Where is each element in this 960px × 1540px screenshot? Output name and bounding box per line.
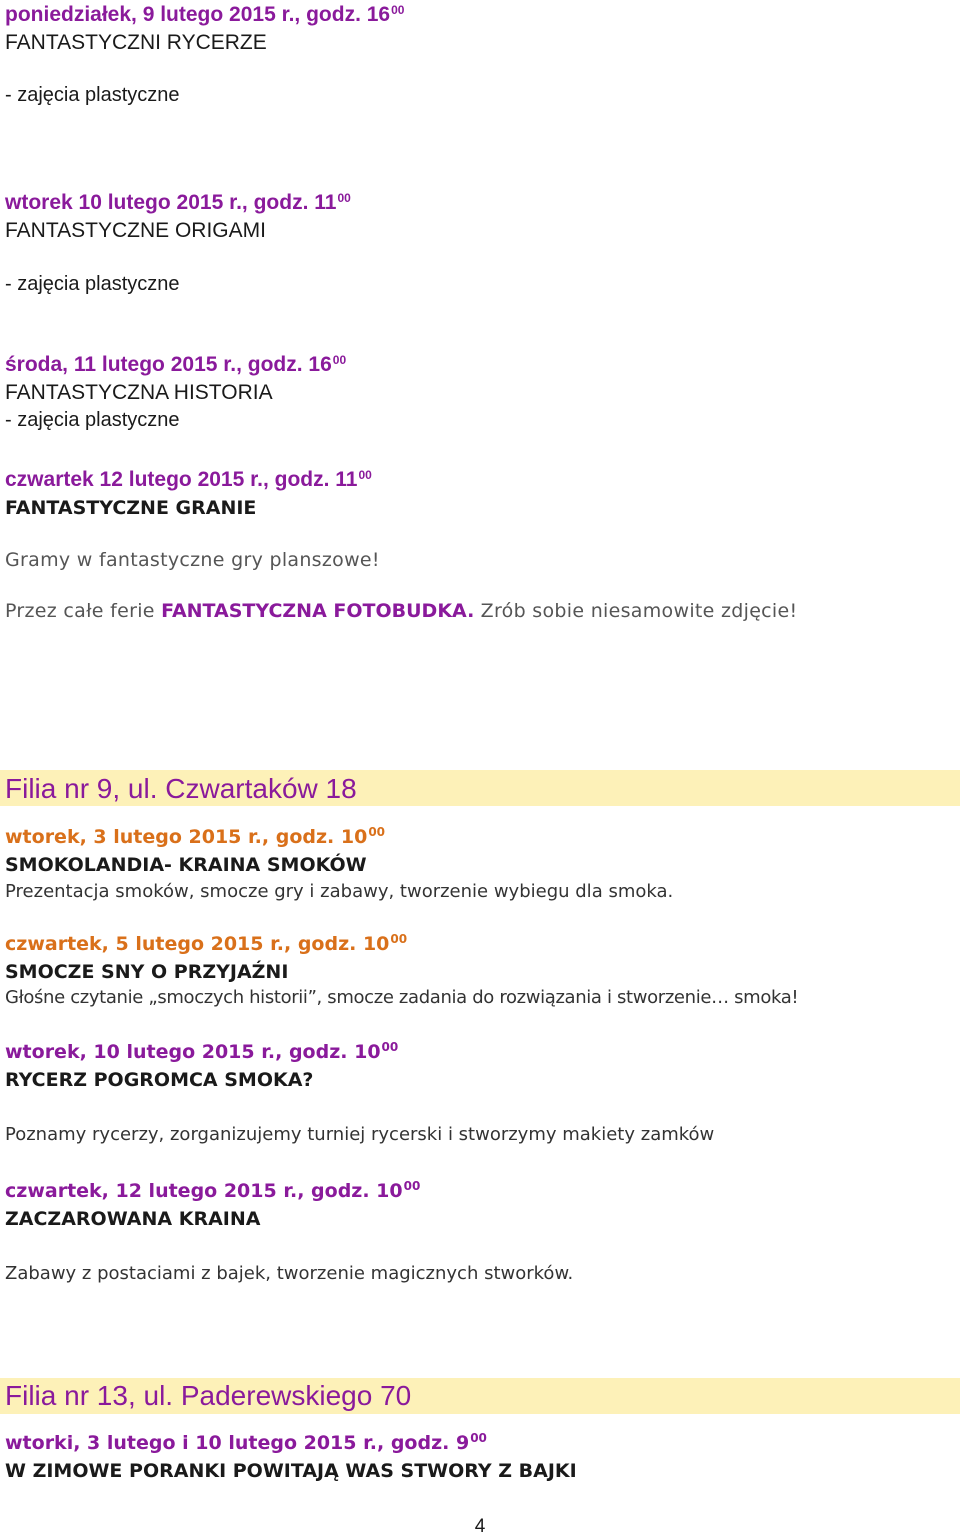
event-description: - zajęcia plastyczne bbox=[5, 84, 180, 106]
event-title: SMOCZE SNY O PRZYJAŹNI bbox=[5, 961, 289, 983]
branch-heading: Filia nr 9, ul. Czwartaków 18 bbox=[5, 773, 357, 804]
event-date: czwartek, 12 lutego 2015 r., godz. $10^{00}$ bbox=[5, 1179, 421, 1202]
event-description: Prezentacja smoków, smocze gry i zabawy, tworzenie wybiegu dla smoka. bbox=[5, 881, 674, 902]
event-description: - zajęcia plastyczne bbox=[5, 409, 180, 431]
event-date: wtorek, 3 lutego 2015 r., godz. $10^{00}$ bbox=[5, 825, 386, 848]
event-description: Poznamy rycerzy, zorganizujemy turniej rycerski i stworzymy makiety zamków bbox=[5, 1124, 715, 1145]
event-date: czwartek 12 lutego 2015 r., godz. $11^{00}$ bbox=[5, 468, 372, 491]
event-title: W ZIMOWE PORANKI POWITAJĄ WAS STWORY Z BAJKI bbox=[5, 1460, 577, 1482]
event-description: - zajęcia plastyczne bbox=[5, 273, 180, 295]
event-title: FANTASTYCZNA HISTORIA bbox=[5, 381, 273, 404]
page-number: 4 bbox=[474, 1516, 486, 1537]
event-title: SMOKOLANDIA- KRAINA SMOKÓW bbox=[5, 854, 367, 876]
event-date: środa, 11 lutego 2015 r., godz. $16^{00}$ bbox=[5, 353, 347, 376]
event-date: czwartek, 5 lutego 2015 r., godz. $10^{00}$ bbox=[5, 932, 408, 955]
fotobudka-note: Przez całe ferie FANTASTYCZNA FOTOBUDKA. Zrób sobie niesamowite zdjęcie! bbox=[5, 600, 798, 622]
event-title: FANTASTYCZNE GRANIE bbox=[5, 497, 257, 519]
event-description: Głośne czytanie „smoczych historii”, smocze zadania do rozwiązania i stworzenie… smoka! bbox=[5, 987, 799, 1008]
event-date: poniedziałek, 9 lutego 2015 r., godz. $16^{00}$ bbox=[5, 3, 405, 26]
event-date: wtorek, 10 lutego 2015 r., godz. $10^{00}$ bbox=[5, 1040, 399, 1063]
event-title: FANTASTYCZNI RYCERZE bbox=[5, 31, 267, 54]
event-title: FANTASTYCZNE ORIGAMI bbox=[5, 219, 266, 242]
event-title: ZACZAROWANA KRAINA bbox=[5, 1208, 261, 1230]
event-title: RYCERZ POGROMCA SMOKA? bbox=[5, 1069, 314, 1091]
event-description: Zabawy z postaciami z bajek, tworzenie magicznych stworków. bbox=[5, 1263, 574, 1284]
event-date: wtorki, 3 lutego i 10 lutego 2015 r., godz. $9^{00}$ bbox=[5, 1431, 487, 1454]
branch-heading: Filia nr 13, ul. Paderewskiego 70 bbox=[5, 1380, 412, 1411]
event-description: Gramy w fantastyczne gry planszowe! bbox=[5, 549, 380, 571]
event-date: wtorek 10 lutego 2015 r., godz. $11^{00}$ bbox=[5, 191, 351, 214]
